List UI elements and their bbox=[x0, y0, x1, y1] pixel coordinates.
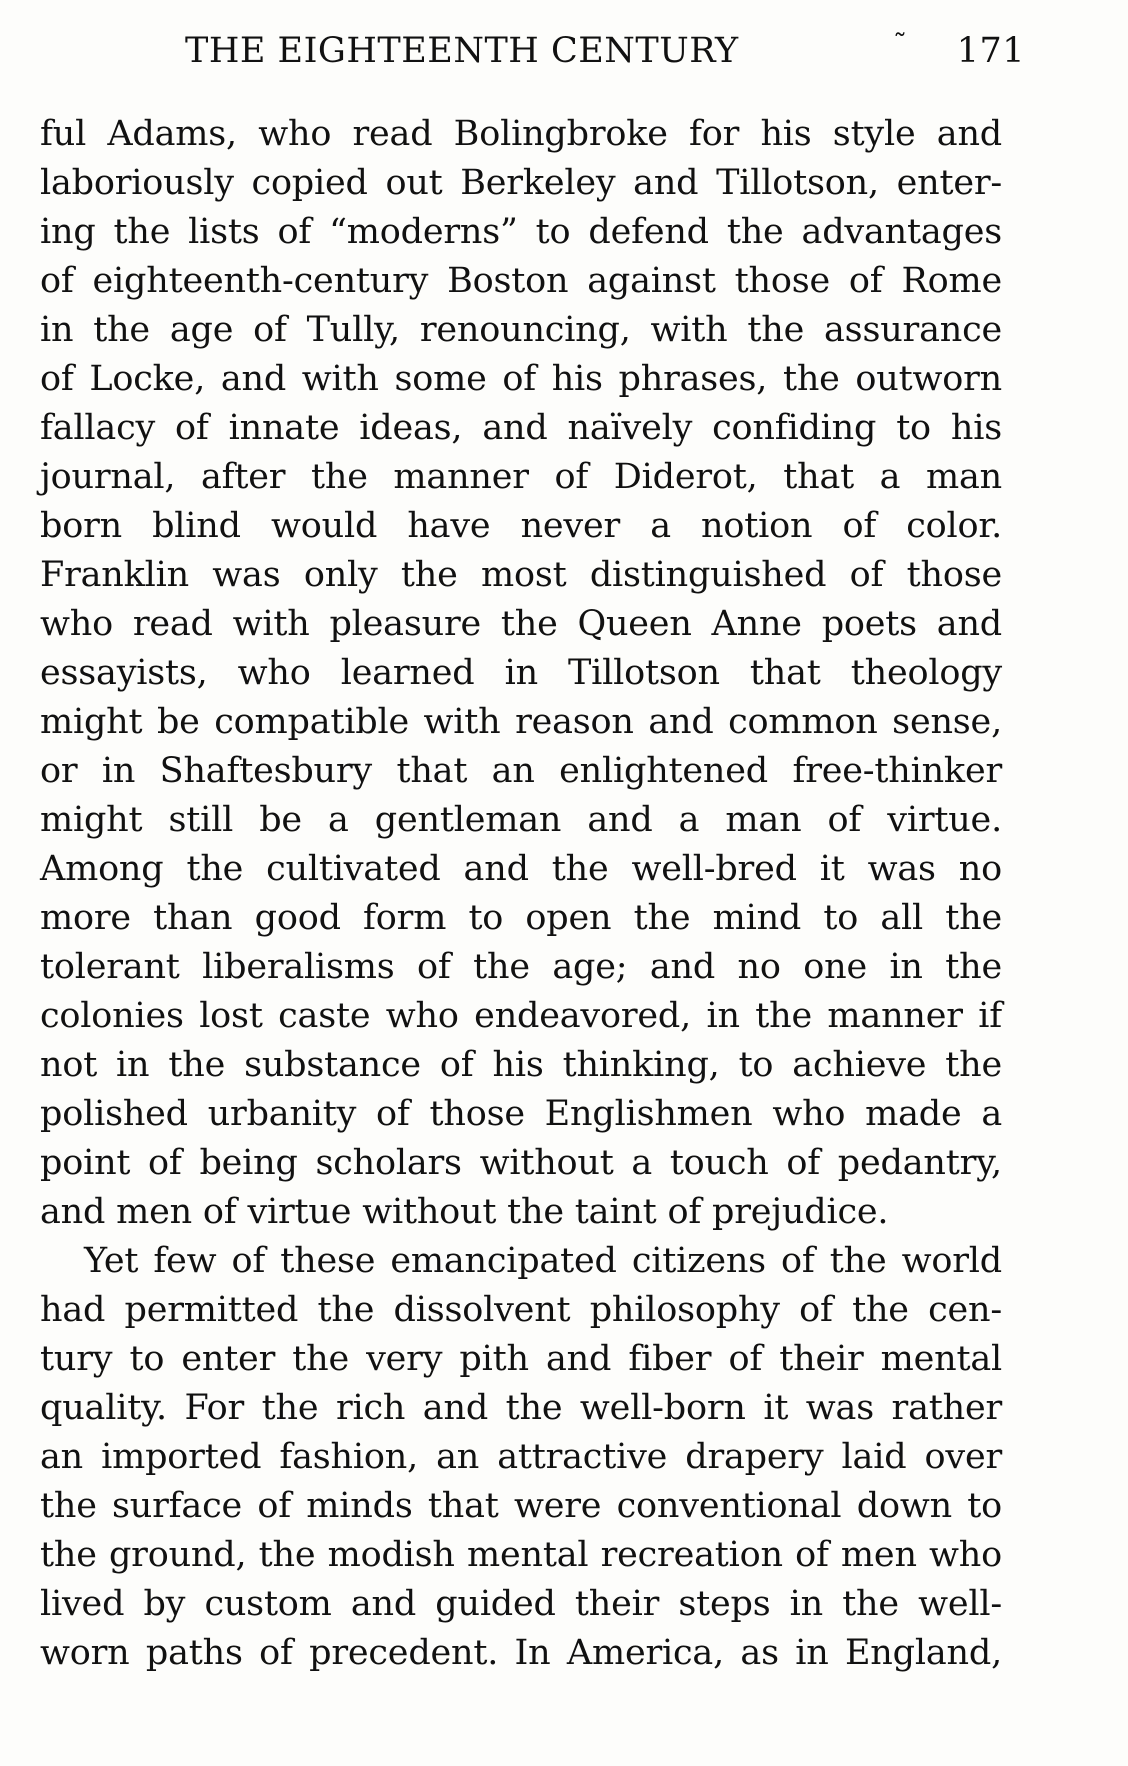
text-line: more than good form to open the mind to all the bbox=[40, 898, 1002, 938]
text-line: of eighteenth-century Boston against those of Rome bbox=[40, 261, 1002, 301]
head-mark: ˜ bbox=[893, 28, 908, 61]
text-line: quality. For the rich and the well-born it was rather bbox=[40, 1388, 1002, 1428]
text-line: might still be a gentleman and a man of virtue. bbox=[40, 800, 1002, 840]
text-line: not in the substance of his thinking, to achieve the bbox=[40, 1045, 1002, 1085]
text-line: polished urbanity of those Englishmen who made a bbox=[40, 1094, 1002, 1134]
text-line: the surface of minds that were conventional down to bbox=[40, 1486, 1002, 1526]
text-line: who read with pleasure the Queen Anne poets and bbox=[40, 604, 1002, 644]
text-line: point of being scholars without a touch of pedantry, bbox=[40, 1143, 1002, 1183]
running-head bbox=[185, 20, 1025, 82]
text-line: laboriously copied out Berkeley and Tillotson, enter- bbox=[40, 163, 1002, 203]
text-line: in the age of Tully, renouncing, with the assurance bbox=[40, 310, 1002, 350]
text-line: essayists, who learned in Tillotson that theology bbox=[40, 653, 1002, 693]
text-line: an imported fashion, an attractive drapery laid over bbox=[40, 1437, 1002, 1477]
text-line: fallacy of innate ideas, and naïvely confiding to his bbox=[40, 408, 1002, 448]
paragraph-1 bbox=[40, 110, 1002, 1237]
text-line: ing the lists of “moderns” to defend the advantages bbox=[40, 212, 1002, 252]
text-line: tury to enter the very pith and fiber of their mental bbox=[40, 1339, 1002, 1379]
page-number: 171 bbox=[956, 31, 1025, 71]
text-line: of Locke, and with some of his phrases, the outworn bbox=[40, 359, 1002, 399]
text-line: and men of virtue without the taint of prejudice. bbox=[40, 1192, 889, 1232]
text-line: Among the cultivated and the well-bred it was no bbox=[40, 849, 1002, 889]
text-line: might be compatible with reason and common sense, bbox=[40, 702, 1002, 742]
text-line: tolerant liberalisms of the age; and no one in the bbox=[40, 947, 1002, 987]
paragraph-2 bbox=[40, 1237, 1002, 1678]
running-title: THE EIGHTEENTH CENTURY bbox=[185, 31, 739, 71]
text-line: born blind would have never a notion of color. bbox=[40, 506, 1002, 546]
text-line: colonies lost caste who endeavored, in the manner if bbox=[40, 996, 1002, 1036]
text-line: or in Shaftesbury that an enlightened free-thinker bbox=[40, 751, 1002, 791]
body-text bbox=[40, 110, 1002, 1678]
text-line: Franklin was only the most distinguished of those bbox=[40, 555, 1002, 595]
text-line: had permitted the dissolvent philosophy of the cen- bbox=[40, 1290, 1002, 1330]
text-line: journal, after the manner of Diderot, that a man bbox=[40, 457, 1002, 497]
text-line: Yet few of these emancipated citizens of the world bbox=[84, 1241, 1002, 1281]
text-line: ful Adams, who read Bolingbroke for his style and bbox=[40, 114, 1002, 154]
text-line: the ground, the modish mental recreation of men who bbox=[40, 1535, 1002, 1575]
text-line: lived by custom and guided their steps in the well- bbox=[40, 1584, 1002, 1624]
text-line: worn paths of precedent. In America, as in England, bbox=[40, 1633, 1002, 1673]
